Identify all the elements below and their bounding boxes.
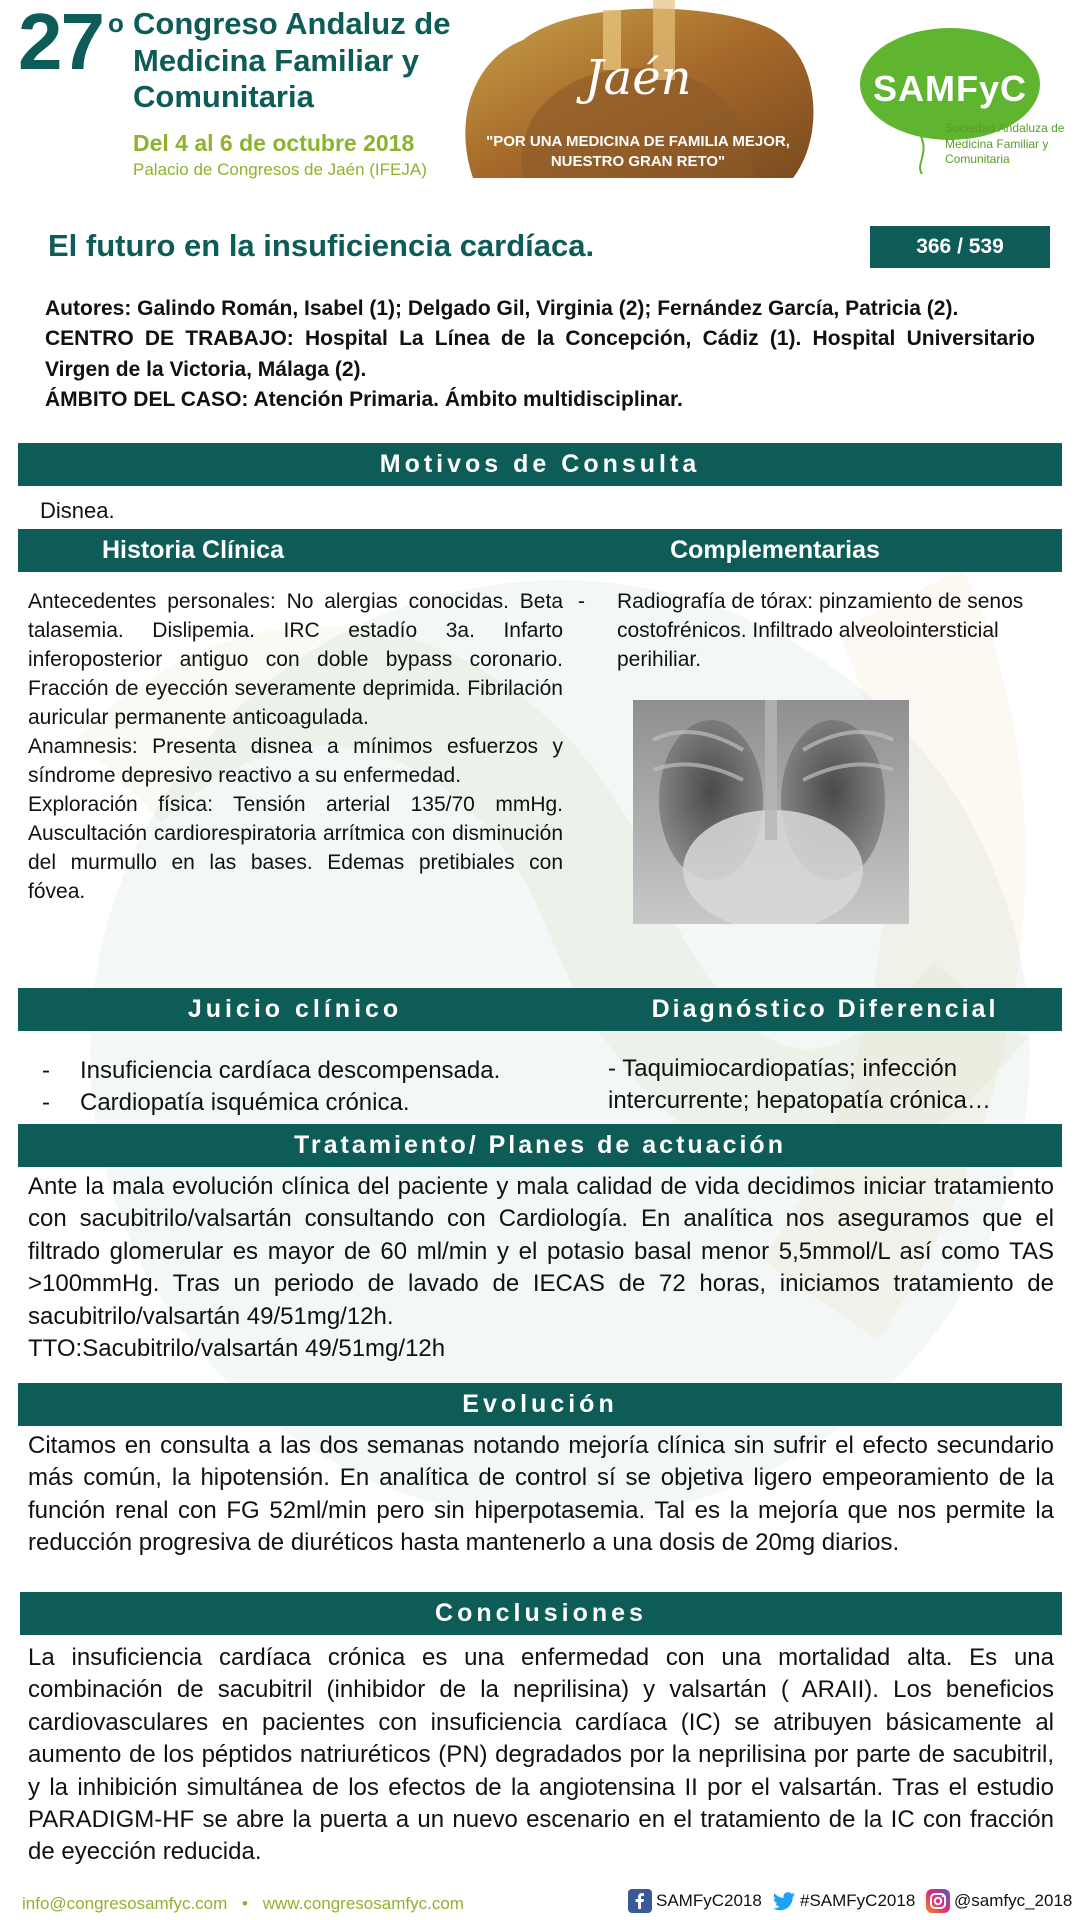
footer-email[interactable]: info@congresosamfyc.com: [22, 1894, 228, 1913]
antecedentes-text: Antecedentes personales: No alergias conocidas. Beta talasemia. Dislipemia. IRC estadío 3a. Infarto inferoposterior antiguo con doble bypass coronario. Fracción de eyección severamente deprimida. Fibrilación auricular permanente anticoagulada.: [28, 590, 563, 729]
case-number-badge: 366 / 539: [870, 226, 1050, 268]
tratamiento-heading: Tratamiento/ Planes de actuación: [18, 1124, 1062, 1167]
facebook-link[interactable]: [628, 1888, 762, 1914]
evolucion-text: Citamos en consulta a las dos semanas notando mejoría clínica sin sufrir el efecto secundario más común, la hipotensión. En analítica de control sí se objetiva ligero empeoramiento de la función renal con FG 52ml/min pero sin hiperpotasemia. Tal es la mejoría que nos permite la reducción progresiva de diuréticos hasta mantenerlo a una dosis de 20mg diarios.: [28, 1432, 1054, 1557]
congress-venue: Palacio de Congresos de Jaén (IFEJA): [133, 160, 427, 179]
case-title: El futuro en la insuficiencia cardíaca.: [48, 228, 595, 263]
twitter-link[interactable]: [772, 1888, 915, 1914]
juicio-heading: Juicio clínico: [187, 995, 403, 1023]
scope-text: ÁMBITO DEL CASO: Atención Primaria. Ámbito multidisciplinar.: [45, 388, 683, 412]
historia-heading: Historia Clínica: [102, 536, 284, 564]
authors-block: [45, 294, 1035, 416]
tratamiento-block: [28, 1171, 1054, 1365]
instagram-link[interactable]: [926, 1888, 1072, 1914]
evolucion-heading: Evolución: [18, 1383, 1062, 1426]
diferencial-text: - Taquimiocardiopatías; infección intercurrente; hepatopatía crónica…: [608, 1055, 991, 1115]
twitter-handle: #SAMFyC2018: [800, 1891, 916, 1910]
authors-text: Autores: Galindo Román, Isabel (1); Delgado Gil, Virginia (2); Fernández García, Patricia (2).: [45, 297, 959, 320]
historia-text: [28, 588, 563, 907]
list-item: - Insuficiencia cardíaca descompensada.: [42, 1055, 562, 1087]
complementarias-text: Radiografía de tórax: pinzamiento de senos costofrénicos. Infiltrado alveolointersticial perihiliar.: [617, 590, 1024, 671]
facebook-handle: SAMFyC2018: [656, 1891, 762, 1910]
conclusiones-text: La insuficiencia cardíaca crónica es una enfermedad con una mortalidad alta. Es una combinación de sacubitril (inhibidor de la neprilisina) y valsartán ( ARAII). Los beneficios cardiovasculares en pacientes con insuficiencia cardíaca (IC) se atribuyen básicamente al aumento de los péptidos natriuréticos (PN) degradados por la neprilisina por parte de sacubitril, y la inhibición simultánea de los efectos de la angiotensina II por el valsartán. Tras el estudio PARADIGM-HF se abre la puerta a un nuevo escenario en el tratamiento de la IC con fracción de eyección reducida.: [28, 1644, 1054, 1866]
edition-number: 27: [18, 0, 103, 86]
instagram-icon: [926, 1889, 950, 1913]
footer-separator: •: [242, 1894, 248, 1913]
edition-suffix: o: [108, 8, 124, 38]
chest-xray-image: [633, 700, 909, 924]
logo-text: SAMFyC: [873, 68, 1028, 109]
workplace-text: CENTRO DE TRABAJO: Hospital La Línea de la Concepción, Cádiz (1). Hospital Universitario Virgen de la Victoria, Málaga (2).: [45, 327, 1035, 381]
complementarias-heading: Complementarias: [670, 536, 880, 564]
congress-dates: Del 4 al 6 de octubre 2018: [133, 130, 415, 156]
footer-website[interactable]: www.congresosamfyc.com: [262, 1894, 464, 1913]
logo-subtitle: Sociedad Andaluza de Medicina Familiar y Comunitaria: [945, 121, 1065, 167]
exploracion-text: Exploración física: Tensión arterial 135/70 mmHg. Auscultación cardiorespiratoria arrítmica con disminución del murmullo en las bases. Edemas pretibiales con fóvea.: [28, 792, 563, 903]
facebook-icon: [628, 1889, 652, 1913]
complementarias-bullet: -: [578, 590, 585, 613]
twitter-icon: [772, 1889, 796, 1913]
conclusiones-heading: Conclusiones: [20, 1592, 1062, 1635]
anamnesis-text: Anamnesis: Presenta disnea a mínimos esfuerzos y síndrome depresivo reactivo a su enfermedad.: [28, 734, 563, 787]
city-name: Jaén: [584, 50, 692, 106]
juicio-list: [42, 1055, 562, 1120]
diferencial-heading: Diagnóstico Diferencial: [651, 995, 999, 1023]
congress-name: Congreso Andaluz de Medicina Familiar y Comunitaria: [133, 6, 451, 115]
list-item: - Cardiopatía isquémica crónica.: [42, 1087, 562, 1119]
footer-contact: [22, 1894, 464, 1914]
congress-slogan: "POR UNA MEDICINA DE FAMILIA MEJOR, NUESTRO GRAN RETO": [486, 133, 790, 170]
tto-text: TTO:Sacubitrilo/valsartán 49/51mg/12h: [28, 1334, 446, 1362]
motivos-text: Disnea.: [40, 498, 115, 523]
instagram-handle: @samfyc_2018: [954, 1891, 1073, 1910]
motivos-heading: Motivos de Consulta: [18, 443, 1062, 486]
tratamiento-text: Ante la mala evolución clínica del paciente y mala calidad de vida decidimos iniciar tratamiento con sacubitrilo/valsartán consultando con Cardiología. En analítica nos aseguramos que el filtrado glomerular es mayor de 60 ml/min y el potasio basal menor 5,5mmol/L así como TAS >100mmHg. Tras un periodo de lavado de IECAS de 72 horas, iniciamos tratamiento de sacubitrilo/valsartán 49/51mg/12h.: [28, 1173, 1054, 1330]
